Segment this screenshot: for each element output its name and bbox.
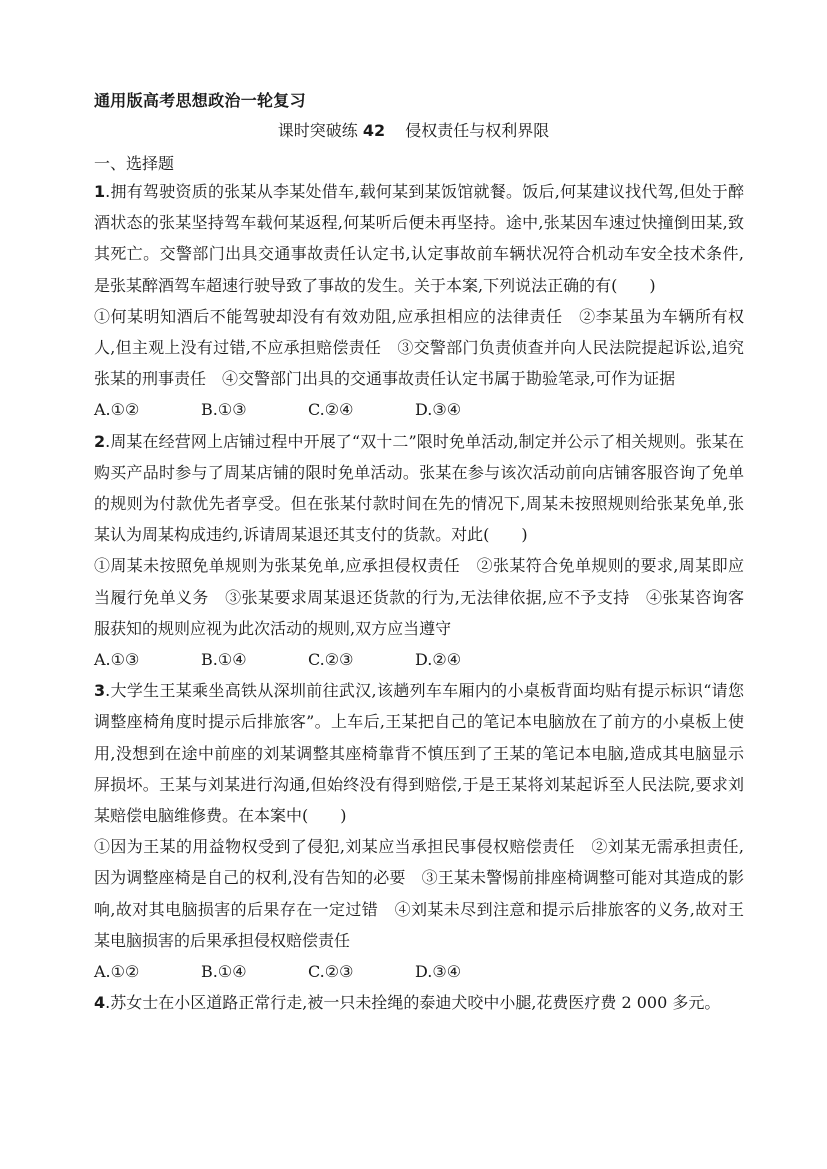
option-b[interactable]: B.①④ (201, 650, 247, 670)
question-number: 4 (94, 993, 106, 1013)
question-text: .苏女士在小区道路正常行走,被一只未拴绳的泰迪犬咬中小腿,花费医疗费 2 000 多元。 (105, 993, 721, 1013)
question-statements: ①周某未按照免单规则为张某免单,应承担侵权责任 ②张某符合免单规则的要求,周某即应当履行免单义务 ③张某要求周某退还货款的行为,无法律依据,应不予支持 ④张某咨询客服获知的规则应视为此次活动的规则,双方应当遵守 (94, 556, 744, 638)
option-d[interactable]: D.②④ (415, 650, 462, 670)
option-a[interactable]: A.①② (94, 962, 140, 982)
option-b[interactable]: B.①③ (201, 400, 247, 420)
title-topic: 侵权责任与权利界限 (405, 121, 550, 140)
option-c[interactable]: C.②③ (308, 650, 354, 670)
question-3 (94, 675, 744, 987)
question-1 (94, 176, 744, 426)
question-stem (94, 426, 744, 551)
question-text: .大学生王某乘坐高铁从深圳前往武汉,该趟列车车厢内的小桌板背面均贴有提示标识“请您调整座椅角度时提示后排旅客”。上车后,王某把自己的笔记本电脑放在了前方的小桌板上使用,没想到在途中前座的刘某调整其座椅靠背不慎压到了王某的笔记本电脑,造成其电脑显示屏损坏。王某与刘某进行沟通,但始终没有得到赔偿,于是王某将刘某起诉至人民法院,要求刘某赔偿电脑维修费。在本案中( ) (94, 681, 744, 826)
answer-options (94, 956, 744, 987)
option-d[interactable]: D.③④ (415, 962, 462, 982)
section-heading: 一、选择题 (94, 154, 175, 173)
option-a[interactable]: A.①② (94, 400, 140, 420)
question-2 (94, 426, 744, 676)
option-b[interactable]: B.①④ (201, 962, 247, 982)
question-number: 1 (94, 182, 106, 201)
answer-options (94, 394, 744, 425)
option-c[interactable]: C.②③ (308, 962, 354, 982)
questions-body (94, 176, 744, 1018)
title-number: 42 (362, 121, 386, 140)
document-header: 通用版高考思想政治一轮复习 (94, 91, 306, 110)
option-a[interactable]: A.①③ (94, 650, 140, 670)
option-c[interactable]: C.②④ (308, 400, 354, 420)
question-number: 2 (94, 431, 106, 451)
option-d[interactable]: D.③④ (415, 400, 462, 420)
title-prefix: 课时突破练 (277, 121, 358, 140)
document-title (0, 118, 827, 141)
question-4 (94, 987, 744, 1018)
question-stem (94, 176, 744, 301)
question-number: 3 (94, 681, 106, 701)
question-text: .周某在经营网上店铺过程中开展了“双十二”限时免单活动,制定并公示了相关规则。张某在购买产品时参与了周某店铺的限时免单活动。张某在参与该次活动前向店铺客服咨询了免单的规则为付款优先者享受。但在张某付款时间在先的情况下,周某未按照规则给张某免单,张某认为周某构成违约,诉请周某退还其支付的货款。对此( ) (94, 431, 744, 545)
question-statements: ①因为王某的用益物权受到了侵犯,刘某应当承担民事侵权赔偿责任 ②刘某无需承担责任,因为调整座椅是自己的权利,没有告知的必要 ③王某未警惕前排座椅调整可能对其造成的影响,故对其电脑损害的后果存在一定过错 ④刘某未尽到注意和提示后排旅客的义务,故对王某电脑损害的后果承担侵权赔偿责任 (94, 837, 744, 950)
question-text: .拥有驾驶资质的张某从李某处借车,载何某到某饭馆就餐。饭后,何某建议找代驾,但处于醉酒状态的张某坚持驾车载何某返程,何某听后便未再坚持。途中,张某因车速过快撞倒田某,致其死亡。交警部门出具交通事故责任认定书,认定事故前车辆状况符合机动车安全技术条件,是张某醉酒驾车超速行驶导致了事故的发生。关于本案,下列说法正确的有( ) (94, 182, 744, 295)
question-stem (94, 675, 744, 831)
answer-options (94, 644, 744, 675)
question-stem (94, 987, 744, 1018)
question-statements: ①何某明知酒后不能驾驶却没有有效劝阻,应承担相应的法律责任 ②李某虽为车辆所有权人,但主观上没有过错,不应承担赔偿责任 ③交警部门负责侦查并向人民法院提起诉讼,追究张某的刑事责任 ④交警部门出具的交通事故责任认定书属于勘验笔录,可作为证据 (94, 306, 744, 389)
